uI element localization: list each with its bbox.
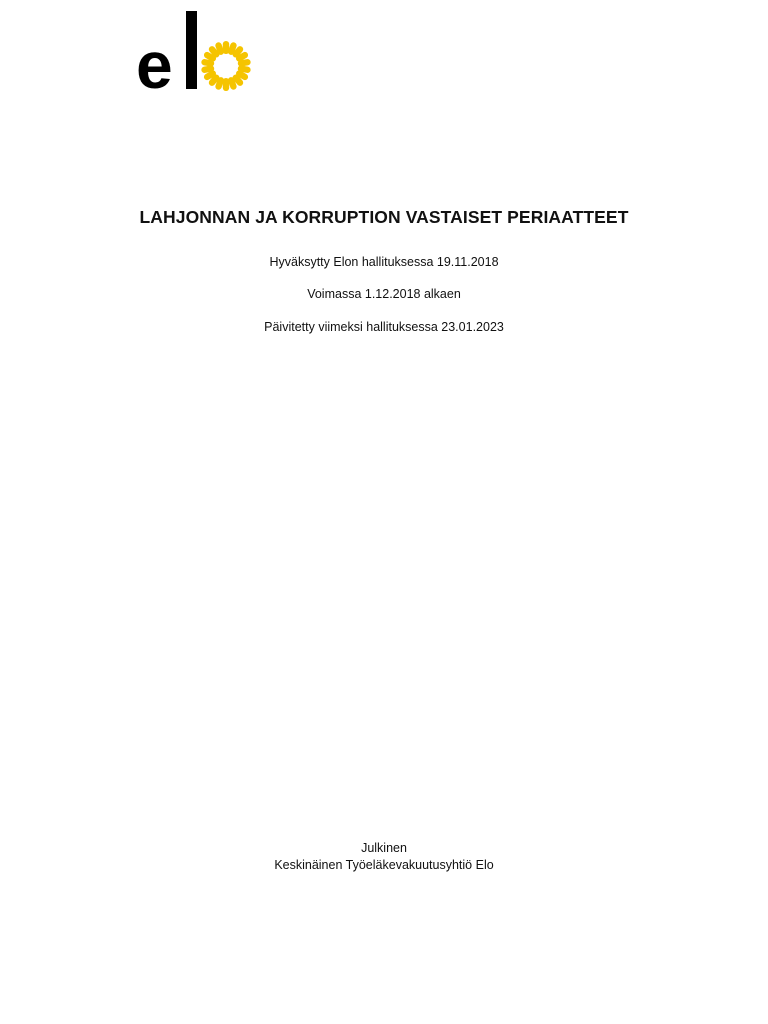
classification-label: Julkinen [361, 841, 407, 855]
document-footer [0, 840, 768, 874]
elo-logo [136, 10, 254, 92]
approval-line: Hyväksytty Elon hallituksessa 19.11.2018 [269, 255, 499, 269]
company-name: Keskinäinen Työeläkevakuutusyhtiö Elo [274, 858, 494, 872]
effective-line: Voimassa 1.12.2018 alkaen [307, 287, 461, 301]
updated-line: Päivitetty viimeksi hallituksessa 23.01.2023 [264, 320, 504, 334]
svg-text:e: e [136, 28, 172, 92]
document-title: LAHJONNAN JA KORRUPTION VASTAISET PERIAATTEET [139, 207, 629, 227]
